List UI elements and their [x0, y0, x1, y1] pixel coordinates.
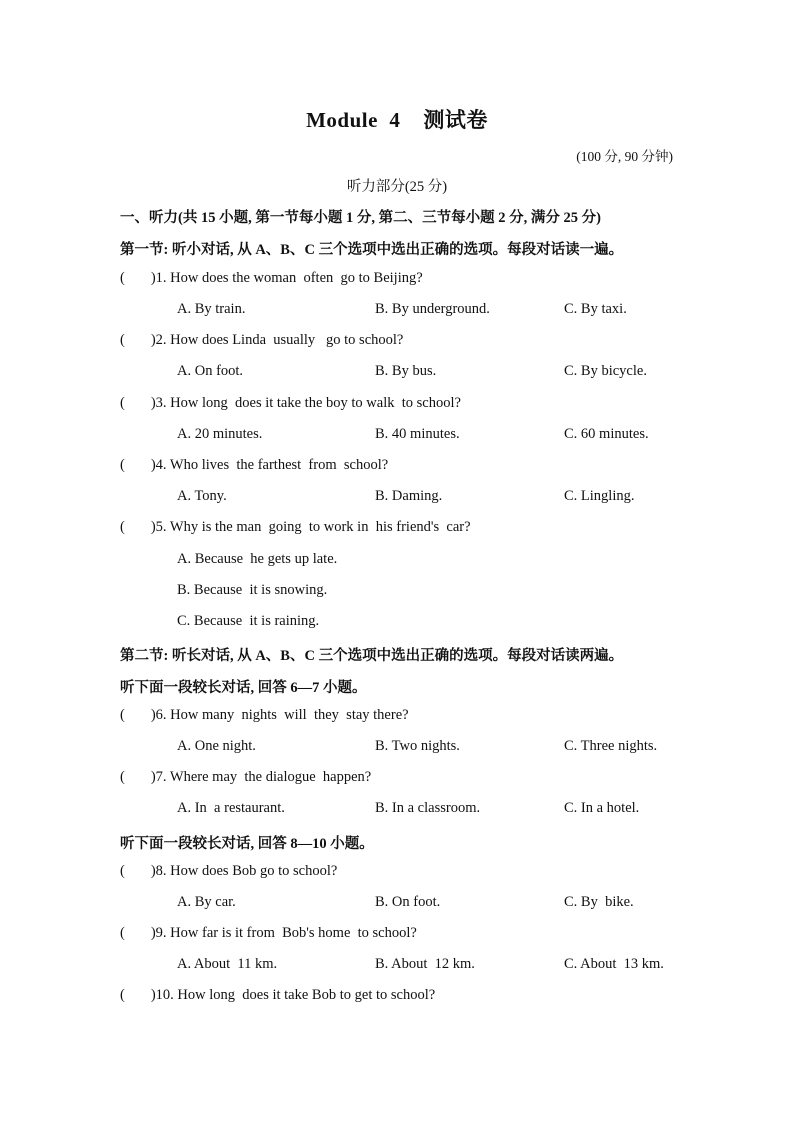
question-6 [120, 707, 409, 724]
answer-blank[interactable]: ( [120, 332, 125, 348]
option-a: A. About 11 km. [177, 956, 278, 972]
question-1 [120, 270, 423, 287]
option-a: A. Because he gets up late. [177, 551, 338, 567]
option-c: C. 60 minutes. [564, 426, 649, 442]
option-b: B. In a classroom. [375, 800, 481, 816]
option-a: A. By train. [177, 301, 246, 317]
question-stem: )4. Who lives the farthest from school? [150, 457, 389, 473]
option-b: B. By bus. [375, 363, 437, 379]
answer-blank[interactable]: ( [120, 457, 125, 473]
question-8 [120, 863, 337, 880]
dialogue2-intro: 听下面一段较长对话, 回答 8—10 小题。 [120, 836, 374, 852]
answer-blank[interactable]: ( [120, 707, 125, 723]
dialogue1-intro: 听下面一段较长对话, 回答 6—7 小题。 [120, 680, 367, 696]
option-b: B. 40 minutes. [375, 426, 460, 442]
question-stem: )9. How far is it from Bob's home to school? [150, 925, 417, 941]
question-stem: )1. How does the woman often go to Beijing? [150, 270, 423, 286]
question-10 [120, 987, 435, 1004]
option-b: B. Two nights. [375, 738, 460, 754]
listening-header: 听力部分(25 分) [346, 179, 448, 195]
option-c: C. By bike. [564, 894, 634, 910]
question-stem: )3. How long does it take the boy to walk to school? [150, 395, 461, 411]
question-stem: )2. How does Linda usually go to school? [150, 332, 404, 348]
question-stem: )10. How long does it take Bob to get to school? [150, 987, 436, 1003]
question-5 [120, 519, 471, 536]
answer-blank[interactable]: ( [120, 519, 125, 535]
exam-score-time: (100 分, 90 分钟) [576, 149, 673, 164]
section2-heading: 第二节: 听长对话, 从 A、B、C 三个选项中选出正确的选项。每段对话读两遍。 [120, 648, 624, 664]
option-c: C. Three nights. [564, 738, 658, 754]
part1-heading: 一、听力(共 15 小题, 第一节每小题 1 分, 第二、三节每小题 2 分, 满分 25 分) [120, 210, 601, 226]
option-a: A. 20 minutes. [177, 426, 263, 442]
question-9 [120, 925, 417, 942]
option-c: C. About 13 km. [564, 956, 664, 972]
answer-blank[interactable]: ( [120, 863, 125, 879]
option-c: C. By taxi. [564, 301, 627, 317]
answer-blank[interactable]: ( [120, 270, 125, 286]
option-a: A. One night. [177, 738, 256, 754]
question-2 [120, 332, 403, 349]
answer-blank[interactable]: ( [120, 925, 125, 941]
section1-heading: 第一节: 听小对话, 从 A、B、C 三个选项中选出正确的选项。每段对话读一遍。 [120, 242, 624, 258]
option-a: A. In a restaurant. [177, 800, 285, 816]
question-stem: )8. How does Bob go to school? [150, 863, 338, 879]
option-c: C. Lingling. [564, 488, 635, 504]
answer-blank[interactable]: ( [120, 395, 125, 411]
option-c: C. In a hotel. [564, 800, 640, 816]
answer-blank[interactable]: ( [120, 987, 125, 1003]
answer-blank[interactable]: ( [120, 769, 125, 785]
page-title: Module 4 测试卷 [306, 108, 488, 132]
option-b: B. About 12 km. [375, 956, 475, 972]
option-c: C. By bicycle. [564, 363, 647, 379]
option-b: B. On foot. [375, 894, 441, 910]
question-stem: )7. Where may the dialogue happen? [150, 769, 372, 785]
option-b: B. Daming. [375, 488, 443, 504]
question-4 [120, 457, 388, 474]
question-stem: )5. Why is the man going to work in his friend's car? [150, 519, 471, 535]
option-a: A. Tony. [177, 488, 227, 504]
option-b: B. By underground. [375, 301, 490, 317]
option-b: B. Because it is snowing. [177, 582, 328, 598]
option-a: A. By car. [177, 894, 236, 910]
option-a: A. On foot. [177, 363, 244, 379]
question-7 [120, 769, 371, 786]
question-3 [120, 395, 461, 412]
question-stem: )6. How many nights will they stay there? [150, 707, 409, 723]
option-c: C. Because it is raining. [177, 613, 320, 629]
